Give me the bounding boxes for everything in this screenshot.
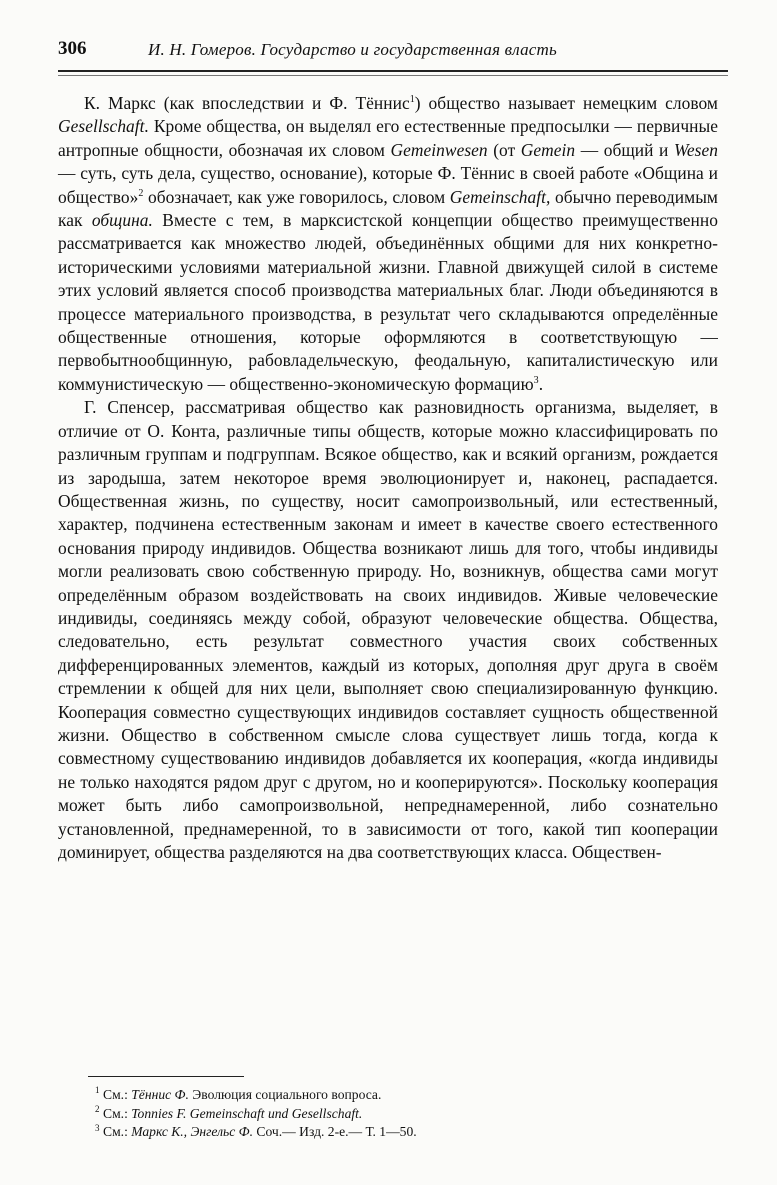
italic-term: Gesellschaft. (58, 116, 149, 137)
page-header (58, 38, 728, 68)
footnote-title: Эволюция социального вопроса. (188, 1087, 382, 1102)
header-rule-thin (58, 75, 728, 76)
footnote-rule (88, 1076, 244, 1077)
italic-term: Gemeinwesen (390, 139, 488, 160)
running-title: И. Н. Гомеров. Государство и государственная власть (148, 40, 557, 59)
italic-term: община. (91, 210, 153, 231)
text-span: ) общество называет немецким словом (414, 93, 718, 113)
footnote-author: Маркс К., Энгельс Ф. (131, 1124, 253, 1140)
paragraph-spencer: Г. Спенсер, рассматривая общество как разновидность организма, выделяет, в отличие от О. Конта, различные типы обществ, которые можно классифицировать по различным группам и подгруппам. Всякое общество, как и всякий организм, рождается из зародыша, затем некоторое время эволюционирует и, наконец, распадается. Общественная жизнь, по существу, носит самопроизвольный, или естественный, характер, подчинена естественным законам и имеет в качестве своего естественного основания природу индивидов. Общества возникают лишь для того, чтобы индивиды могли реализовать свою собственную природу. Но, возникнув, общества сами могут определённым образом воздействовать на своих индивидов. Живые человеческие индивиды, соединяясь между собой, образуют человеческие общества. Общества, следовательно, есть результат совместного участия своих собственных дифференцированных элементов, каждый из которых, дополняя друг друга в своём стремлении к общей для них цели, выполняет свою специализированную функцию. Кооперация совместно существующих индивидов составляет сущность общественной жизни. Общество в собственном смысле слова существует лишь тогда, когда к совместному существованию индивидов добавляется их кооперация, «когда индивиды не только находятся рядом друг с другом, но и кооперируются». Поскольку кооперация может быть либо самопроизвольной, непреднамеренной, либо сознательно установленной, преднамеренной, то в зависимости от того, какой тип кооперации доминирует, общества разделяются на два соответствующих класса. Обществен- (58, 397, 718, 862)
footnotes (95, 1086, 695, 1142)
footnote-ref: 2 (138, 187, 144, 199)
footnote-ref: 1 (409, 94, 415, 106)
header-rule (58, 70, 728, 72)
footnote-title: Соч.— Изд. 2-е.— Т. 1—50. (253, 1124, 417, 1140)
italic-term: Wesen (673, 139, 718, 160)
italic-term: Gemein (520, 139, 576, 160)
text-span: Вместе с тем, в марксистской концепции общество преимущественно рассматривается как множество людей, объединённых общими для них конкретно-историческими условиями материальной жизни. Главной движущей силой в системе этих условий является способ производства материальных благ. Люди объединяются в процессе материального производства, в результат чего складываются определённые общественные отношения, которые оформляются в соответствующую — первобытнообщинную, рабовладельческую, феодальную, капиталистическую или коммунистическую — общественно-экономическую формацию (58, 210, 718, 394)
footnote-prefix: См.: (103, 1087, 132, 1102)
text-span: К. Маркс (как впоследствии и Ф. Тённис (84, 93, 410, 113)
footnote-ref: 3 (533, 375, 539, 387)
footnote-author: Tonnies F. Gemeinschaft und Gesellschaft. (131, 1105, 363, 1121)
paragraph-marx (58, 92, 718, 396)
page-number: 306 (58, 38, 87, 59)
body-text (58, 92, 718, 864)
italic-term: Gemeinschaft, (449, 186, 551, 207)
text-span: обычно переводимым как (58, 186, 718, 231)
text-span: (от (487, 139, 521, 160)
text-span: обозначает, как уже говорилось, словом (143, 186, 450, 207)
footnote-prefix: См.: (103, 1124, 132, 1140)
text-span: Кроме общества, он выделял его естественные предпосылки — первичные антропные общности, обозначая их словом (58, 116, 718, 160)
text-span: — суть, суть дела, существо, основание), которые Ф. Тённис в своей работе «Община и общество» (58, 163, 718, 207)
text-span: . (538, 373, 544, 394)
footnote-prefix: См.: (103, 1105, 132, 1121)
text-span: — общий и (575, 139, 674, 160)
footnote-1: 1 См.: Тённис Ф. Эволюция социального вопроса. (95, 1085, 382, 1102)
footnote-2: 2 См.: Tonnies F. Gemeinschaft und Gesellschaft. (95, 1104, 363, 1121)
footnote-author: Тённис Ф. (131, 1087, 189, 1102)
footnote-3: 3 См.: Маркс К., Энгельс Ф. Соч.— Изд. 2-е.— Т. 1—50. (95, 1122, 417, 1140)
